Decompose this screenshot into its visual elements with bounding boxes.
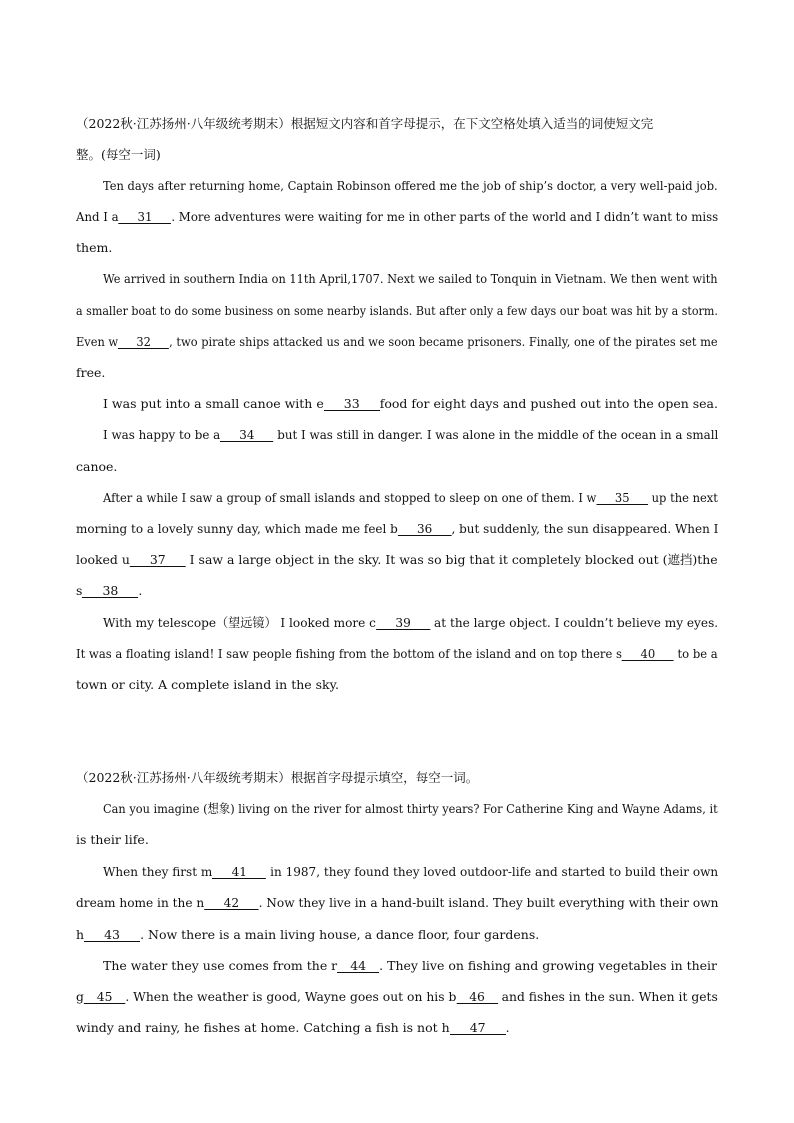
answer-blank-43[interactable]: 43: [84, 928, 140, 942]
paragraph-line: h 43 . Now there is a main living house, a dance floor, four gardens.: [76, 927, 540, 942]
answer-blank-34[interactable]: 34: [220, 428, 273, 442]
section1-header-cont: 整。(每空一词): [76, 147, 161, 162]
paragraph-line: them.: [76, 240, 113, 255]
paragraph-line: looked u 37 I saw a large object in the sky. It was so big that it completely blocked out (遮挡)the: [76, 552, 718, 567]
answer-blank-36[interactable]: 36: [398, 522, 452, 536]
paragraph-line: g 45 . When the weather is good, Wayne goes out on his b 46 and fishes in the sun. When it gets: [76, 989, 718, 1004]
paragraph-line: windy and rainy, he fishes at home. Catching a fish is not h 47 .: [76, 1020, 510, 1035]
paragraph-line: When they first m 41 in 1987, they found they loved outdoor-life and started to build their own: [103, 864, 719, 879]
answer-blank-40[interactable]: 40: [622, 647, 674, 661]
answer-blank-33[interactable]: 33: [324, 397, 380, 411]
answer-blank-46[interactable]: 46: [456, 990, 497, 1004]
paragraph-line: I was happy to be a 34 but I was still in danger. I was alone in the middle of the ocean in a small: [103, 427, 719, 442]
paragraph-line: is their life.: [76, 832, 149, 847]
answer-blank-42[interactable]: 42: [204, 896, 258, 910]
paragraph-line: town or city. A complete island in the sky.: [76, 677, 340, 692]
paragraph-line: With my telescope（望远镜） I looked more c 39 at the large object. I couldn’t believe my eyes.: [103, 615, 719, 630]
answer-blank-41[interactable]: 41: [212, 865, 266, 879]
paragraph-line: canoe.: [76, 459, 118, 474]
section2-header: （2022秋·江苏扬州·八年级统考期末）根据首字母提示填空，每空一词。: [76, 770, 479, 785]
paragraph-line: The water they use comes from the r 44 . They live on fishing and growing vegetables in their: [103, 958, 718, 973]
answer-blank-44[interactable]: 44: [337, 959, 379, 973]
answer-blank-37[interactable]: 37: [130, 553, 186, 567]
section1-header: （2022秋·江苏扬州·八年级统考期末）根据短文内容和首字母提示，在下文空格处填入适当的词使短文完: [76, 116, 654, 131]
answer-blank-47[interactable]: 47: [450, 1021, 506, 1035]
paragraph-line: a smaller boat to do some business on some nearby islands. But after only a few days our boat was hit by a storm.: [76, 303, 718, 318]
paragraph-line: morning to a lovely sunny day, which made me feel b 36 , but suddenly, the sun disappeared. When I: [76, 521, 719, 536]
paragraph-line: After a while I saw a group of small islands and stopped to sleep on one of them. I w 35 up the next: [103, 490, 718, 505]
paragraph-line: I was put into a small canoe with e 33 food for eight days and pushed out into the open sea.: [103, 396, 718, 411]
paragraph-line: Can you imagine (想象) living on the river for almost thirty years? For Catherine King and Wayne Adams, it: [103, 801, 718, 816]
answer-blank-31[interactable]: 31: [119, 210, 172, 224]
answer-blank-35[interactable]: 35: [596, 491, 648, 505]
paragraph-line: s 38 .: [76, 583, 143, 598]
paragraph-line: It was a floating island! I saw people fishing from the bottom of the island and on top there s 40 to be a: [76, 646, 718, 661]
paragraph-line: free.: [76, 365, 106, 380]
answer-blank-45[interactable]: 45: [84, 990, 125, 1004]
paragraph-line: And I a 31 . More adventures were waiting for me in other parts of the world and I didn’t want to miss: [76, 209, 719, 224]
paragraph-line: Ten days after returning home, Captain Robinson offered me the job of ship’s doctor, a very well-paid job.: [103, 178, 718, 193]
paragraph-line: dream home in the n 42 . Now they live in a hand-built island. They built everything with their own: [76, 895, 719, 910]
answer-blank-32[interactable]: 32: [118, 335, 169, 349]
paragraph-line: We arrived in southern India on 11th April,1707. Next we sailed to Tonquin in Vietnam. We then went with: [103, 271, 718, 286]
paragraph-line: Even w 32 , two pirate ships attacked us and we soon became prisoners. Finally, one of the pirates set me: [76, 334, 718, 349]
answer-blank-39[interactable]: 39: [376, 616, 430, 630]
answer-blank-38[interactable]: 38: [82, 584, 138, 598]
